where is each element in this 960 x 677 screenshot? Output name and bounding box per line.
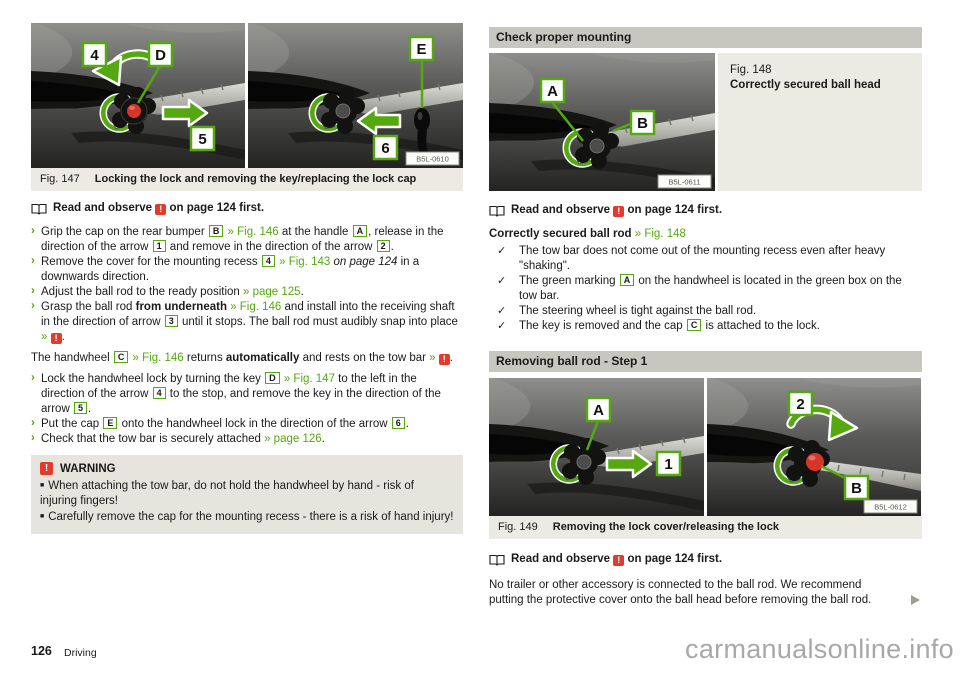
intro-line	[489, 227, 922, 242]
checkmark-icon: ✓	[497, 305, 507, 317]
warning-inline-icon: !	[155, 204, 166, 215]
reference-box: E	[103, 417, 117, 429]
left-column	[31, 23, 463, 534]
right-column	[489, 27, 922, 608]
photo-label-6	[374, 136, 397, 159]
square-bullet-icon: ■	[40, 482, 45, 489]
text-segment: and install into the receiving shaft in the direction of arrow	[41, 301, 455, 328]
svg-text:A: A	[593, 402, 604, 419]
reference-box: B	[209, 225, 224, 237]
checklist-text	[519, 275, 902, 302]
figure-147-photos	[31, 23, 463, 168]
svg-text:A: A	[547, 83, 558, 100]
image-code	[864, 500, 917, 513]
svg-text:B: B	[851, 480, 862, 497]
bullet-marker-icon: ›	[31, 300, 35, 312]
bullet-marker-icon: ›	[31, 417, 35, 429]
text-segment: onto the handwheel lock in the direction of the arrow	[118, 418, 391, 430]
checkmark-icon: ✓	[497, 245, 507, 257]
instruction-step	[31, 372, 463, 417]
cross-reference-link: »	[41, 331, 48, 343]
warning-text: When attaching the tow bar, do not hold the handwheel by hand - risk of injuring fingers!	[40, 480, 414, 507]
figure-label: Fig. 149	[498, 521, 538, 533]
text-segment: until it stops. The ball rod must audibly snap into place	[178, 316, 458, 328]
reference-box: 2	[377, 240, 390, 252]
read-note	[489, 553, 922, 566]
image-code	[406, 152, 459, 165]
text-segment: .	[61, 331, 65, 343]
text-segment: on page 124	[333, 256, 398, 268]
reference-box: 4	[262, 255, 275, 267]
book-icon	[489, 554, 505, 566]
text-segment: and remove in the direction of the arrow	[166, 241, 376, 253]
book-icon	[489, 205, 505, 217]
cross-reference-link: » Fig. 148	[634, 228, 686, 240]
cross-reference-link: » Fig. 143	[279, 256, 331, 268]
instruction-step	[31, 225, 463, 255]
instruction-step	[31, 417, 463, 432]
reference-box: 3	[165, 315, 178, 327]
read-note-text: Read and observe ! on page 124 first.	[511, 204, 723, 216]
text-segment: in a downwards direction.	[41, 256, 420, 283]
image-code	[658, 175, 711, 188]
read-note	[31, 202, 463, 215]
text-segment: Check that the tow bar is securely attached	[41, 433, 265, 445]
text-segment: on the handwheel is located in the green box on the tow bar.	[519, 275, 902, 302]
photo-label-4	[83, 43, 106, 66]
checklist-item	[489, 319, 922, 334]
text-segment: is attached to the lock.	[702, 320, 820, 332]
continuation-arrow-icon	[911, 595, 920, 605]
instruction-step	[31, 300, 463, 345]
text-segment: The handwheel	[31, 352, 113, 364]
photo-label-B	[631, 111, 654, 134]
svg-text:D: D	[155, 47, 166, 64]
step-text	[41, 226, 444, 253]
text-segment: .	[405, 418, 409, 430]
text-segment: .	[87, 403, 92, 415]
watermark: carmanualsonline.info	[685, 634, 954, 664]
figure-148-photo	[489, 53, 715, 191]
figure-label: Fig. 148	[730, 64, 772, 76]
checkmark-icon: ✓	[497, 320, 507, 332]
read-note	[489, 204, 922, 217]
checklist-text	[519, 305, 756, 317]
svg-text:6: 6	[381, 140, 390, 157]
reference-box: 1	[153, 240, 166, 252]
warning-items	[40, 478, 454, 525]
figure-title: Locking the lock and removing the key/replacing the lock cap	[94, 173, 417, 185]
checklist-text	[519, 320, 820, 332]
figure-149-caption	[489, 516, 922, 539]
svg-text:1: 1	[664, 456, 673, 473]
reference-box: D	[265, 372, 280, 384]
step-text	[41, 286, 304, 298]
cross-reference-link: » Fig. 146	[230, 301, 282, 313]
step-text	[41, 418, 409, 430]
photo-label-E	[410, 37, 433, 60]
figure-149-photo-left	[489, 378, 704, 516]
warning-box	[31, 455, 463, 534]
text-segment: .	[449, 352, 453, 364]
reference-box: 4	[153, 387, 166, 399]
text-segment: Grip the cap on the rear bumper	[41, 226, 208, 238]
text-segment: .	[321, 433, 325, 445]
instruction-step	[31, 285, 463, 300]
svg-text:B: B	[637, 115, 648, 132]
text-segment: No trailer or other accessory is connected to the ball rod. We recommend putting the protective cover onto the ball head before removing the ball rod.	[489, 579, 872, 606]
cross-reference-link: » page 126	[264, 433, 322, 445]
figure-147	[31, 23, 463, 191]
text-segment: returns	[183, 352, 226, 364]
text-segment: The tow bar does not come out of the mounting recess even after heavy "shaking".	[519, 245, 886, 272]
text-segment: Correctly secured ball rod	[489, 228, 632, 240]
reference-box: 6	[392, 417, 405, 429]
step-text	[31, 352, 453, 364]
figure-147-photo-right	[248, 23, 463, 168]
text-segment: Put the cap	[41, 418, 103, 430]
bullet-marker-icon: ›	[31, 285, 35, 297]
read-note-text: Read and observe ! on page 124 first.	[53, 202, 265, 214]
step-text	[41, 373, 441, 415]
figure-title: Correctly secured ball head	[730, 79, 881, 91]
instruction-step	[31, 255, 463, 285]
checklist-text	[519, 245, 885, 272]
photo-label-5	[191, 127, 214, 150]
svg-text:B5L-0610: B5L-0610	[416, 154, 449, 164]
figure-title: Removing the lock cover/releasing the lock	[552, 521, 779, 533]
svg-text:4: 4	[90, 47, 99, 64]
svg-text:B5L-0611: B5L-0611	[668, 177, 701, 187]
warning-icon: !	[40, 462, 53, 475]
text-segment: The green marking	[519, 275, 619, 287]
warning-item	[40, 509, 454, 525]
cross-reference-link: » page 125	[243, 286, 301, 298]
text-segment: , release in the direction of the arrow	[41, 226, 444, 253]
svg-text:2: 2	[796, 396, 805, 413]
svg-text:E: E	[416, 41, 427, 58]
photo-label-A	[587, 398, 610, 421]
read-note-text: Read and observe ! on page 124 first.	[511, 553, 723, 565]
step-text	[41, 433, 325, 445]
warning-title: WARNING	[60, 462, 116, 475]
warning-inline-icon: !	[613, 206, 624, 217]
checklist	[489, 244, 922, 334]
chapter-name: Driving	[64, 647, 97, 659]
figure-label: Fig. 147	[40, 173, 80, 185]
reference-box: 5	[74, 402, 87, 414]
figure-147-photo-left	[31, 23, 245, 168]
reference-box: C	[114, 351, 129, 363]
instruction-blocks	[31, 225, 463, 447]
text-segment: Remove the cover for the mounting recess	[41, 256, 261, 268]
bullet-marker-icon: ›	[31, 372, 35, 384]
bullet-marker-icon: ›	[31, 432, 35, 444]
text-segment: Grasp the ball rod	[41, 301, 136, 313]
photo-label-1	[657, 452, 680, 475]
figure-147-caption	[31, 168, 463, 191]
book-icon	[31, 203, 47, 215]
instruction-step	[31, 432, 463, 447]
text-segment: to the stop, and remove the key in the direction of the arrow	[41, 388, 441, 415]
bullet-marker-icon: ›	[31, 225, 35, 237]
figure-149-photo-right	[707, 378, 921, 516]
checkmark-icon: ✓	[497, 275, 507, 287]
square-bullet-icon: ■	[40, 513, 45, 520]
reference-box: A	[620, 274, 635, 286]
figure-149	[489, 378, 922, 539]
figure-149-photos	[489, 378, 922, 516]
warning-inline-icon: !	[613, 555, 624, 566]
photo-label-A	[541, 79, 564, 102]
warning-inline-icon: !	[51, 333, 62, 344]
warning-inline-icon: !	[439, 354, 450, 365]
figure-148	[489, 53, 922, 191]
checklist-item	[489, 304, 922, 319]
text-segment: Lock the handwheel lock by turning the key	[41, 373, 265, 385]
step-text	[41, 301, 458, 343]
text-segment: The key is removed and the cap	[519, 320, 686, 332]
text-segment: to the left in the direction of the arrow	[41, 373, 417, 400]
cross-reference-link: » Fig. 146	[132, 352, 184, 364]
bullet-marker-icon: ›	[31, 255, 35, 267]
section-heading-removing-step1: Removing ball rod - Step 1	[489, 351, 922, 372]
cross-reference-link: »	[429, 352, 436, 364]
cross-reference-link: » Fig. 146	[227, 226, 279, 238]
text-segment: and rests on the tow bar	[299, 352, 430, 364]
section-heading-check-mounting: Check proper mounting	[489, 27, 922, 48]
text-segment: Adjust the ball rod to the ready position	[41, 286, 244, 298]
photo-label-D	[149, 43, 172, 66]
paragraph	[31, 351, 463, 366]
warning-text: Carefully remove the cap for the mounting recess - there is a risk of hand injury!	[48, 511, 454, 523]
photo-label-2	[789, 392, 812, 415]
text-segment: .	[390, 241, 394, 253]
text-segment: .	[300, 286, 304, 298]
warning-item	[40, 478, 454, 509]
svg-text:5: 5	[198, 131, 207, 148]
text-segment: at the handle	[278, 226, 352, 238]
photo-label-B	[845, 476, 868, 499]
cross-reference-link: » Fig. 147	[283, 373, 335, 385]
warning-header	[40, 462, 454, 475]
paragraph	[489, 227, 922, 242]
closing-paragraph	[489, 578, 922, 608]
reference-box: A	[353, 225, 368, 237]
text-segment: automatically	[225, 352, 300, 364]
text-segment: from underneath	[135, 301, 227, 313]
step-text	[41, 256, 419, 283]
figure-148-caption	[718, 53, 922, 191]
reference-box: C	[687, 319, 702, 331]
checklist-item	[489, 244, 922, 274]
page-number: 126	[31, 644, 52, 658]
svg-text:B5L-0612: B5L-0612	[874, 502, 907, 512]
text-segment: The steering wheel is tight against the ball rod.	[519, 305, 757, 317]
checklist-item	[489, 274, 922, 304]
